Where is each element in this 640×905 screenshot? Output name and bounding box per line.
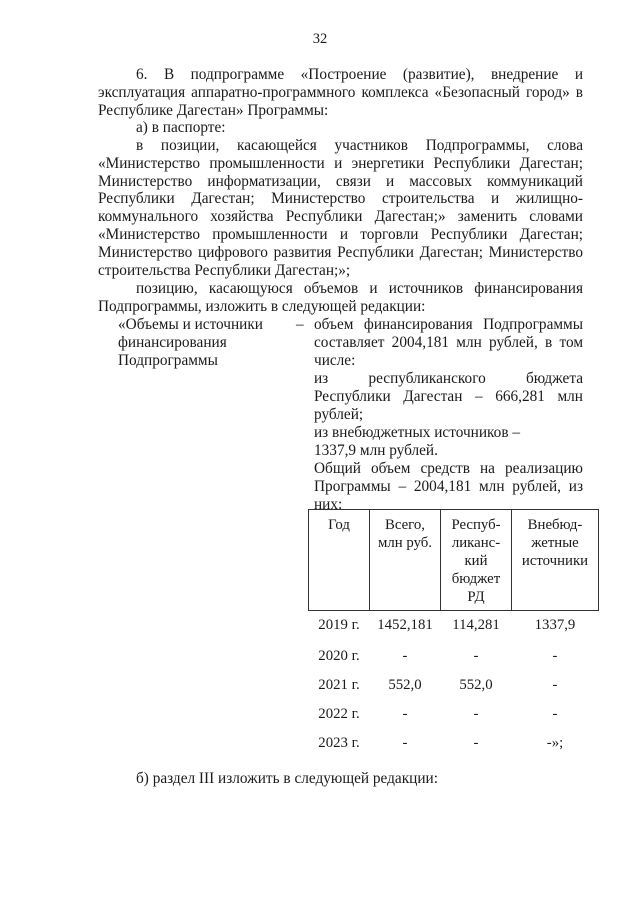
sub-a-line: Министерство информатизации, связи и массовых коммуникаций <box>98 173 583 190</box>
cell-republic: 114,281 <box>452 617 500 633</box>
para6-line1 <box>136 66 583 84</box>
page-number: 32 <box>312 31 328 47</box>
cell-republic: 552,0 <box>459 677 493 693</box>
cell-total: - <box>402 706 408 722</box>
word: 6. <box>136 66 148 83</box>
label-line: Подпрограммы <box>118 352 218 369</box>
passport-right-line: Программы – 2004,181 млн рублей, из <box>314 478 583 495</box>
table-row <box>309 647 599 676</box>
para6-line3: Республике Дагестан» Программы: <box>98 102 329 119</box>
cell-extra: - <box>552 677 558 693</box>
passport-right-line: из республиканского бюджета <box>314 370 583 387</box>
passport-right-line: 1337,9 млн рублей. <box>314 442 438 459</box>
passport-right-line: Республики Дагестан – 666,281 млн <box>314 388 583 405</box>
position-line: позицию, касающуюся объемов и источников финансирования <box>136 280 583 297</box>
passport-left-label <box>118 316 263 370</box>
cell-extra: 1337,9 <box>534 617 576 633</box>
cell-republic: - <box>473 648 479 664</box>
sub-a-line: «Министерство промышленности и энергетики Республики Дагестан; <box>98 155 583 172</box>
cell-extra: - <box>552 706 558 722</box>
sub-b-heading: б) раздел III изложить в следующей редакции: <box>136 770 438 787</box>
cell-extra: - <box>552 648 558 664</box>
cell-republic: - <box>473 735 479 751</box>
sub-a-line: Министерство цифрового развития Республики Дагестан; Министерство <box>98 244 583 261</box>
passport-right-line: Общий объем средств на реализацию <box>314 460 583 477</box>
passport-right-line: рублей; <box>314 406 364 423</box>
table-row <box>309 705 599 734</box>
passport-right-line: числе: <box>314 352 356 369</box>
cell-total: - <box>402 735 408 751</box>
cell-total: 1452,181 <box>377 617 433 633</box>
cell-total: 552,0 <box>388 677 422 693</box>
passport-right-line: из внебюджетных источников – <box>314 424 521 441</box>
table-row <box>309 734 599 763</box>
cell-extra: -»; <box>546 735 564 751</box>
header-republic-budget: Респуб- ликанс- кий бюджет РД <box>441 510 512 611</box>
label-line: «Объемы и источники <box>118 316 263 333</box>
passport-right-line: объем финансирования Подпрограммы <box>314 316 583 333</box>
cell-republic: - <box>473 706 479 722</box>
cell-year: 2023 г. <box>318 735 360 751</box>
table-header-row <box>309 510 599 611</box>
header-year: Год <box>309 510 370 611</box>
sub-a-heading: а) в паспорте: <box>136 119 226 136</box>
label-line: финансирования <box>118 334 227 351</box>
cell-year: 2022 г. <box>318 706 360 722</box>
passport-right-line: составляет 2004,181 млн рублей, в том <box>314 334 583 351</box>
sub-a-line: в позиции, касающейся участников Подпрограммы, слова <box>136 137 583 154</box>
sub-a-line: коммунального хозяйства Республики Дагестан;» заменить словами <box>98 208 583 225</box>
header-extrabudgetary: Внебюд- жетные источники <box>512 510 599 611</box>
sub-a-line: «Министерство промышленности и торговли Республики Дагестан; <box>98 226 583 243</box>
word: (развитие), <box>402 66 475 83</box>
word: В <box>163 66 175 83</box>
position-line: Подпрограммы, изложить в следующей редакции: <box>98 298 426 315</box>
word: и <box>574 66 583 83</box>
passport-right-line: них: <box>314 496 343 513</box>
para6-line2: эксплуатация аппаратно-программного комплекса «Безопасный город» в <box>98 84 583 101</box>
cell-year: 2019 г. <box>318 617 360 633</box>
word: подпрограмме <box>190 66 285 83</box>
passport-dash: – <box>296 316 304 333</box>
table-row <box>309 676 599 705</box>
word: «Построение <box>300 66 387 83</box>
cell-total: - <box>402 648 408 664</box>
financing-table <box>308 509 599 763</box>
header-total: Всего, млн руб. <box>370 510 441 611</box>
table-row <box>309 611 599 648</box>
sub-a-line: строительства Республики Дагестан;»; <box>98 262 351 279</box>
cell-year: 2021 г. <box>318 677 360 693</box>
word: внедрение <box>490 66 559 83</box>
sub-a-line: Республики Дагестан; Министерство строительства и жилищно- <box>98 190 583 207</box>
cell-year: 2020 г. <box>318 648 360 664</box>
